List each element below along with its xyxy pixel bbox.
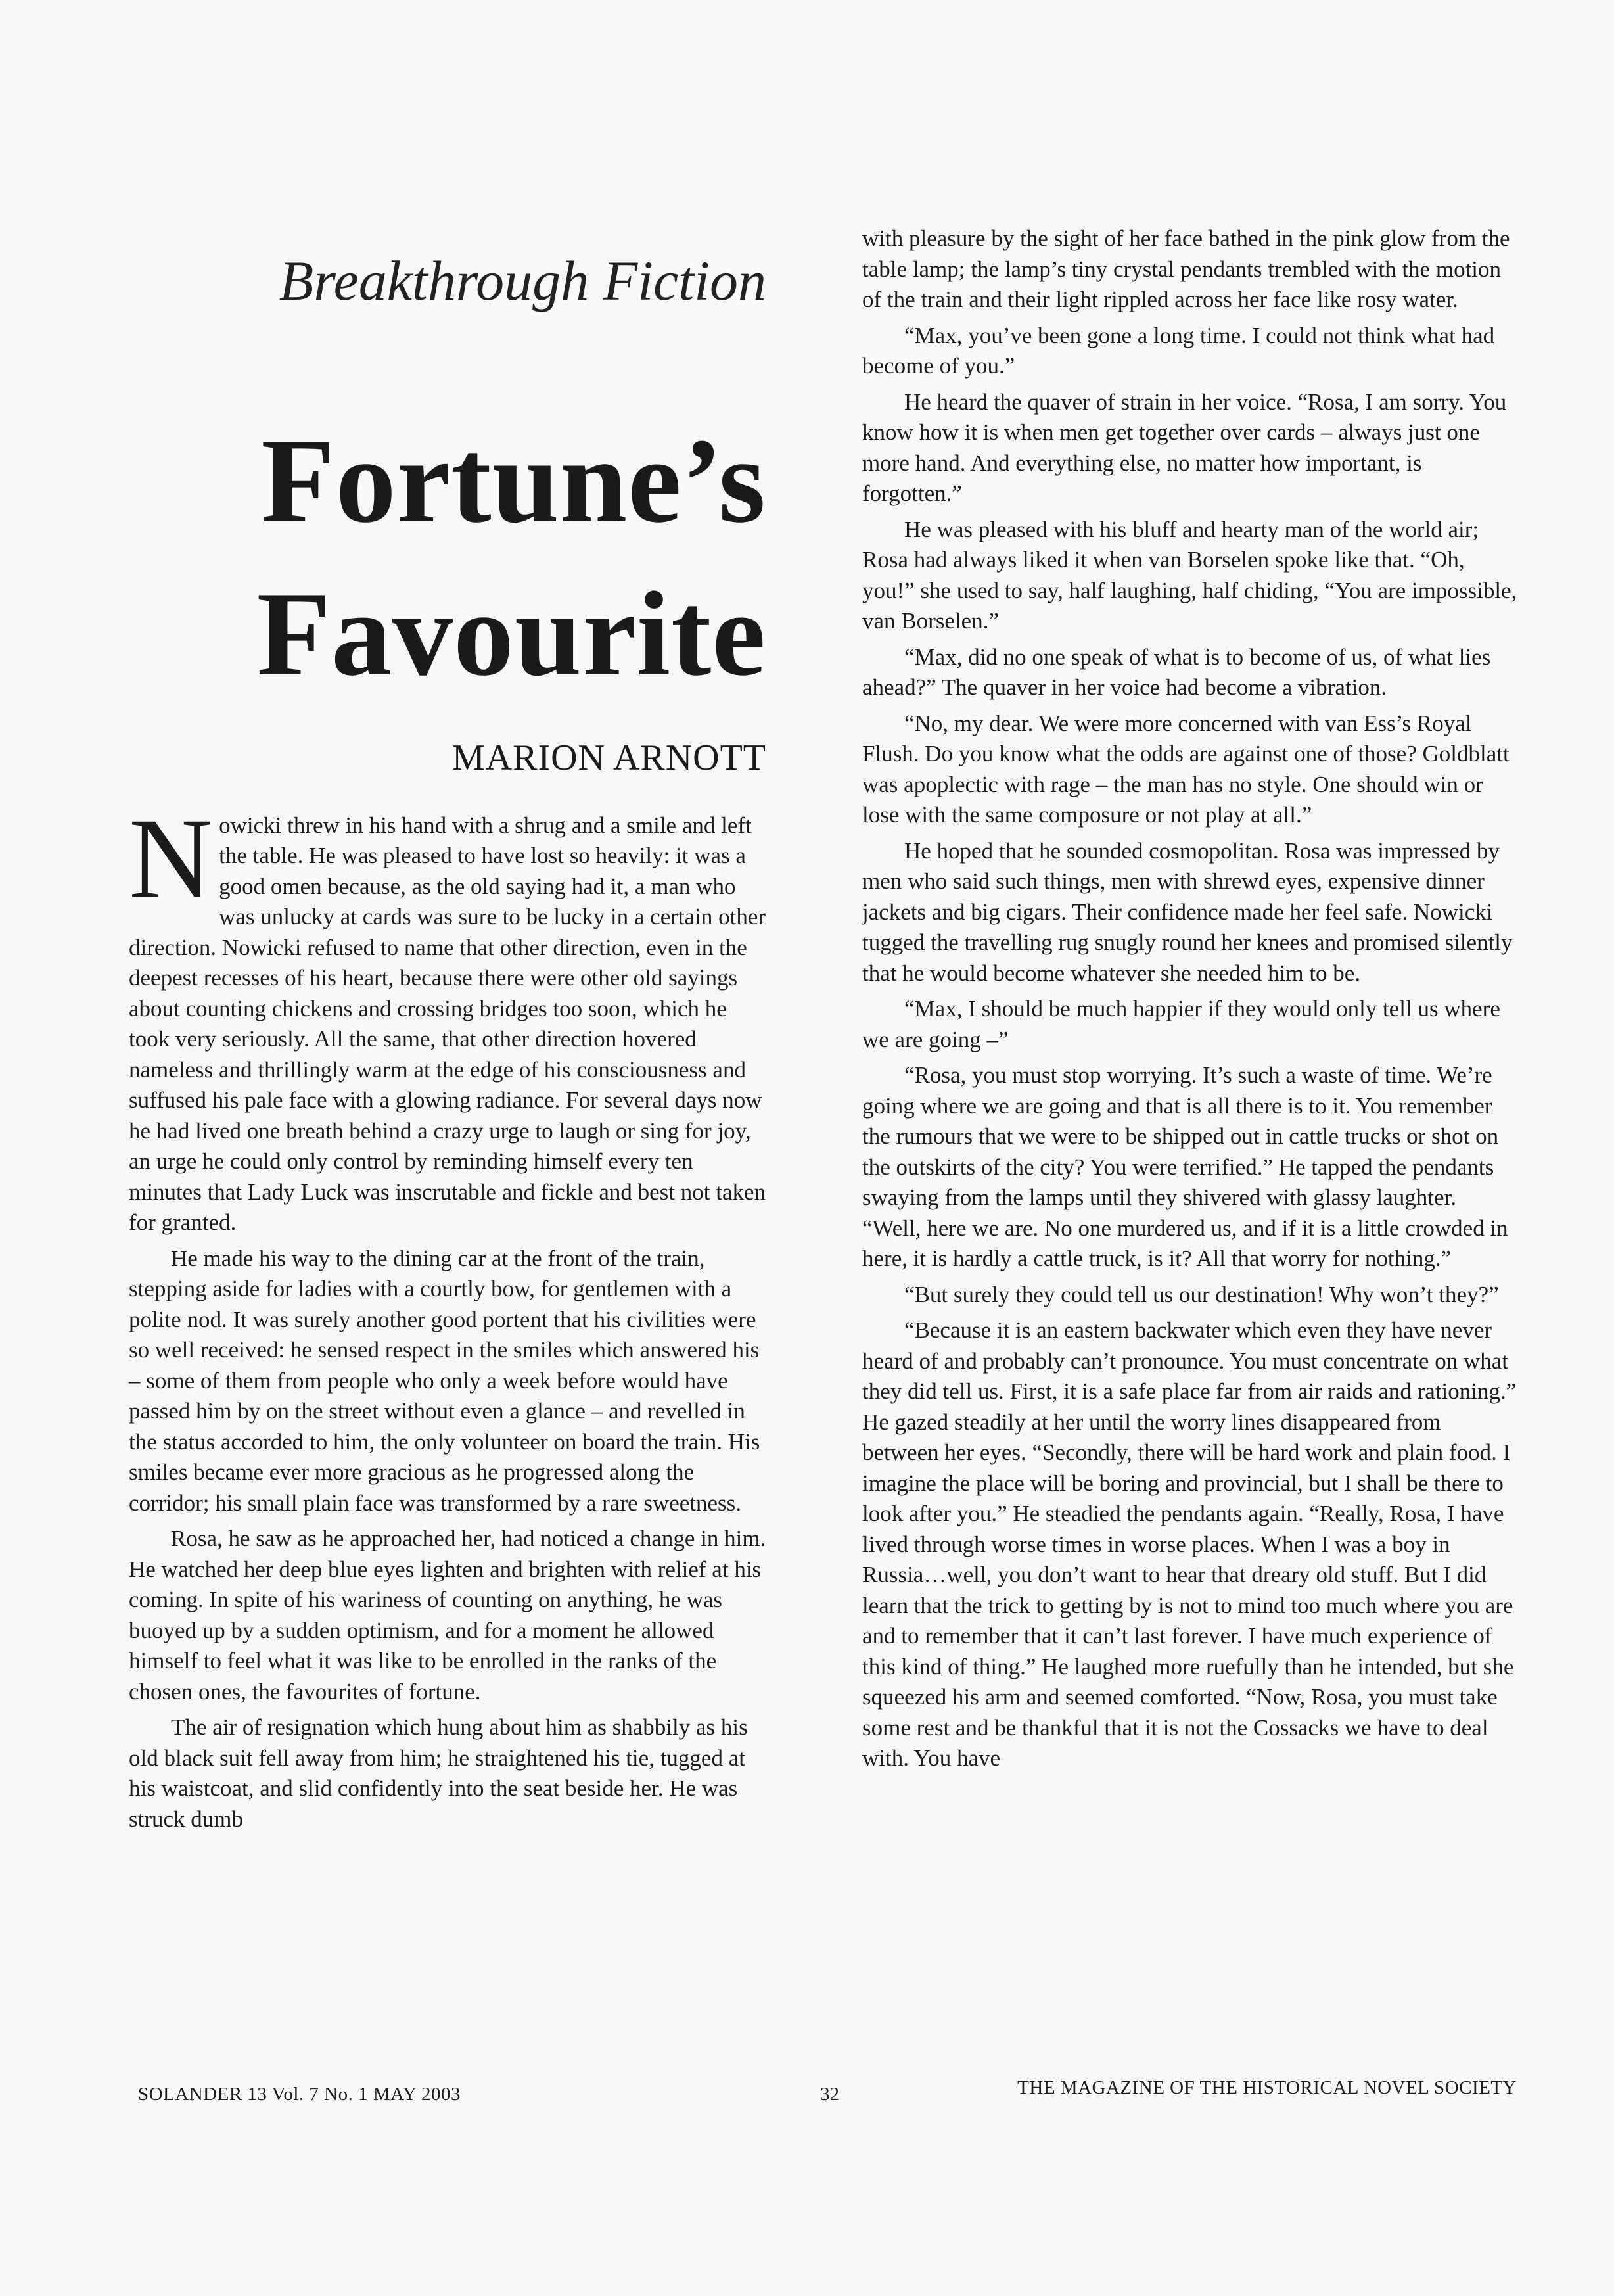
paragraph-13: “Rosa, you must stop worrying. It’s such a waste of time. We’re going where we are going and that is all there is to it. You remember the rumours that we were to be shipped out in cattle trucks or shot on the outskirts of the city? You were terrified.” He tapped the pendants swaying from the lamps until they shivered with glassy laughter. “Well, here we are. No one murdered us, and if it is a little crowded in here, it is hardly a cattle truck, is it? All that worry for nothing.” <box>862 1062 1508 1271</box>
paragraph-1 <box>129 794 766 1238</box>
paragraph-2: He made his way to the dining car at the front of the train, stepping aside for ladies with a courtly bow, for gentlemen with a polite nod. It was surely another good portent that his civilities were so well received: he sensed respect in the smiles which answered his – some of them from people who only a week before would have passed him by on the street without even a glance – and revelled in the status accorded to him, the only volunteer on board the train. His smiles became ever more gracious as he progressed along the corridor; his small plain face was transformed by a rare sweetness. <box>129 1245 760 1516</box>
story-title-line-2: Favourite <box>256 566 766 701</box>
author-byline: MARION ARNOTT <box>451 737 766 778</box>
right-column <box>862 223 1519 1774</box>
paragraph-15: “Because it is an eastern backwater which even they have never heard of and probably can’t pronounce. You must concentrate on what they did tell us. First, it is a safe place far from air raids and rationing.” He gazed steadily at her until the worry lines disappeared from between her eyes. “Secondly, there will be hard work and plain food. I imagine the place will be boring and provincial, but I shall be there to look after you.” He steadied the pendants again. “Really, Rosa, I have lived through worse times in worse places. When I was a boy in Russia…well, you don’t want to hear that dreary old stuff. But I did learn that the trick to getting by is not to mind too much where you are and to remember that it can’t last forever. I have much experience of this kind of thing.” He laughed more ruefully than he intended, but she squeezed his arm and seemed comforted. “Now, Rosa, you must take some rest and be thankful that it is not the Cossacks we have to deal with. You have <box>862 1317 1517 1771</box>
paragraph-4: The air of resignation which hung about him as shabbily as his old black suit fell away from him; he straightened his tie, tugged at his waistcoat, and slid confidently into the seat beside her. He was struck dumb <box>129 1714 748 1832</box>
section-kicker: Breakthrough Fiction <box>279 249 766 312</box>
paragraph-5: with pleasure by the sight of her face bathed in the pink glow from the table lamp; the lamp’s tiny crystal pendants trembled with the motion of the train and their light rippled across her face like rosy water. <box>862 225 1510 312</box>
paragraph-12: “Max, I should be much happier if they would only tell us where we are going –” <box>862 996 1500 1052</box>
paragraph-10: “No, my dear. We were more concerned with van Ess’s Royal Flush. Do you know what the odds are against one of those? Goldblatt was apoplectic with rage – the man has no style. One should win or lose with the same composure or not play at all.” <box>862 710 1510 828</box>
left-column-body <box>129 794 766 1835</box>
paragraph-14: “But surely they could tell us our destination! Why won’t they?” <box>904 1281 1499 1307</box>
paragraph-9: “Max, did no one speak of what is to become of us, of what lies ahead?” The quaver in her voice had become a vibration. <box>862 644 1491 700</box>
left-column <box>129 223 766 1835</box>
paragraph-8: He was pleased with his bluff and hearty man of the world air; Rosa had always liked it when van Borselen spoke like that. “Oh, you!” she used to say, half laughing, half chiding, “You are impossible, van Borselen.” <box>862 516 1517 634</box>
page-number: 32 <box>820 2084 839 2105</box>
paragraph-6: “Max, you’ve been gone a long time. I could not think what had become of you.” <box>862 322 1495 379</box>
paragraph-7: He heard the quaver of strain in her voice. “Rosa, I am sorry. You know how it is when men get together over cards – always just one more hand. And everything else, no matter how important, is forgotten.” <box>862 388 1507 506</box>
footer-publication-name: THE MAGAZINE OF THE HISTORICAL NOVEL SOCIETY <box>1017 2077 1517 2098</box>
footer-issue-info: SOLANDER 13 Vol. 7 No. 1 MAY 2003 <box>138 2084 461 2105</box>
paragraph-1-text: owicki threw in his hand with a shrug and a smile and left the table. He was pleased to have lost so heavily: it was a good omen because, as the old saying had it, a man who was unlucky at cards was sure to be lucky in a certain other direction. Nowicki refused to name that other direction, even in the deepest recesses of his heart, because there were other old sayings about counting chickens and crossing bridges too soon, which he took very seriously. All the same, that other direction hovered nameless and thrillingly warm at the edge of his consciousness and suffused his pale face with a glowing radiance. For several days now he had lived one breath behind a crazy urge to laugh or sing for joy, an urge he could only control by reminding himself every ten minutes that Lady Luck was inscrutable and fickle and best not taken for granted. <box>129 812 766 1236</box>
story-title-line-1: Fortune’s <box>261 413 766 548</box>
story-title <box>129 413 766 701</box>
drop-cap: N <box>129 794 213 923</box>
paragraph-11: He hoped that he sounded cosmopolitan. Rosa was impressed by men who said such things, men with shrewd eyes, expensive dinner jackets and big cigars. Their confidence made her feel safe. Nowicki tugged the travelling rug snugly round her knees and promised silently that he would become whatever she needed him to be. <box>862 837 1513 986</box>
paragraph-3: Rosa, he saw as he approached her, had noticed a change in him. He watched her deep blue eyes lighten and brighten with relief at his coming. In spite of his wariness of counting on anything, he was buoyed up by a sudden optimism, and for a moment he allowed himself to feel what it was like to be enrolled in the ranks of the chosen ones, the favourites of fortune. <box>129 1526 766 1704</box>
right-column-body <box>862 223 1519 1774</box>
